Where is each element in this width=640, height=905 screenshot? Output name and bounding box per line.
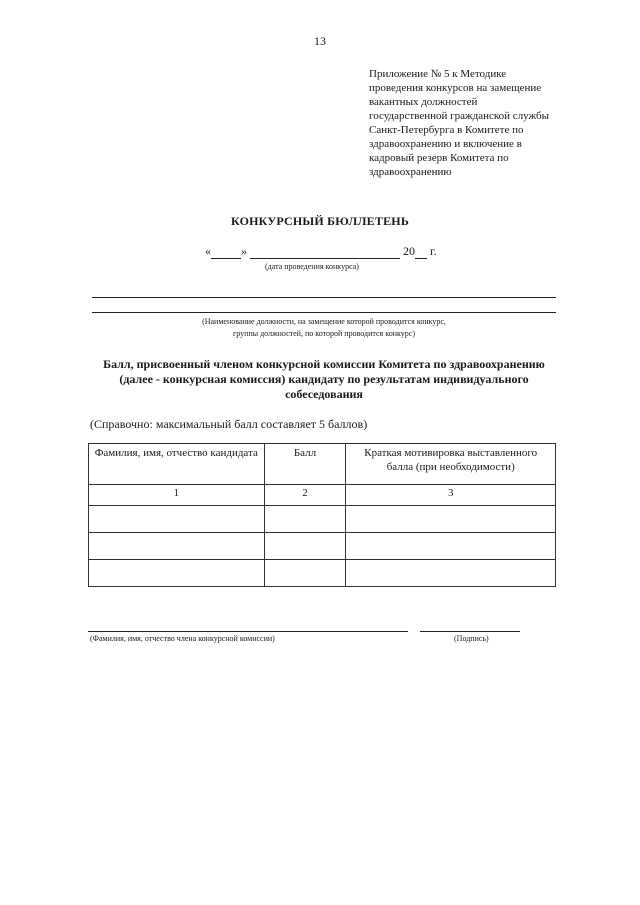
score-cell[interactable] xyxy=(264,506,346,533)
page-number: 13 xyxy=(314,34,326,48)
score-cell[interactable] xyxy=(264,533,346,560)
motivation-cell[interactable] xyxy=(346,560,556,587)
appendix-line: вакантных должностей xyxy=(369,96,478,108)
close-quote: » xyxy=(241,244,247,258)
open-quote: « xyxy=(205,244,211,258)
table-row xyxy=(89,560,556,587)
motivation-cell[interactable] xyxy=(346,533,556,560)
table-row xyxy=(89,506,556,533)
day-blank[interactable] xyxy=(211,246,241,259)
member-name-line[interactable] xyxy=(88,631,408,632)
month-blank[interactable] xyxy=(250,246,400,259)
appendix-note xyxy=(369,67,589,179)
score-table xyxy=(88,443,556,587)
appendix-line: здравоохранению xyxy=(369,166,452,178)
year-blank[interactable] xyxy=(415,246,427,259)
position-line-2[interactable] xyxy=(92,312,556,313)
year-prefix: 20 xyxy=(403,244,415,258)
subtitle-line: Балл, присвоенный членом конкурсной комиссии Комитета по здравоохранению xyxy=(103,357,545,371)
appendix-line: здравоохранению и включение в xyxy=(369,138,522,150)
score-cell[interactable] xyxy=(264,560,346,587)
member-name-caption: (Фамилия, имя, отчество члена конкурсной комиссии) xyxy=(90,634,275,643)
subtitle xyxy=(100,357,548,402)
appendix-line: проведения конкурсов на замещение xyxy=(369,82,542,94)
position-caption-line: группы должностей, по которой проводится конкурс) xyxy=(233,329,415,338)
column-number: 3 xyxy=(346,485,556,506)
candidate-name-cell[interactable] xyxy=(89,560,265,587)
column-number: 2 xyxy=(264,485,346,506)
column-number: 1 xyxy=(89,485,265,506)
table-number-row xyxy=(89,485,556,506)
date-caption: (дата проведения конкурса) xyxy=(265,262,359,271)
position-caption xyxy=(92,316,556,340)
date-line xyxy=(205,244,437,259)
table-header-row xyxy=(89,444,556,485)
header-motivation: Краткая мотивировка выставленного балла (при необходимости) xyxy=(346,444,556,485)
motivation-cell[interactable] xyxy=(346,506,556,533)
header-candidate-name: Фамилия, имя, отчество кандидата xyxy=(89,444,265,485)
candidate-name-cell[interactable] xyxy=(89,506,265,533)
position-caption-line: (Наименование должности, на замещение которой проводится конкурс, xyxy=(202,317,446,326)
subtitle-line: (далее - конкурсная комиссия) кандидату по результатам индивидуального xyxy=(119,372,529,386)
reference-note: (Справочно: максимальный балл составляет 5 баллов) xyxy=(90,417,368,431)
table-row xyxy=(89,533,556,560)
appendix-line: Санкт-Петербурга в Комитете по xyxy=(369,124,524,136)
year-suffix: г. xyxy=(427,244,437,258)
appendix-line: Приложение № 5 к Методике xyxy=(369,68,507,80)
position-line-1[interactable] xyxy=(92,297,556,298)
appendix-line: кадровый резерв Комитета по xyxy=(369,152,509,164)
appendix-line: государственной гражданской службы xyxy=(369,110,549,122)
signature-caption: (Подпись) xyxy=(454,634,489,643)
subtitle-line: собеседования xyxy=(285,387,363,401)
header-score: Балл xyxy=(264,444,346,485)
candidate-name-cell[interactable] xyxy=(89,533,265,560)
signature-line[interactable] xyxy=(420,631,520,632)
document-title: КОНКУРСНЫЙ БЮЛЛЕТЕНЬ xyxy=(231,214,409,228)
